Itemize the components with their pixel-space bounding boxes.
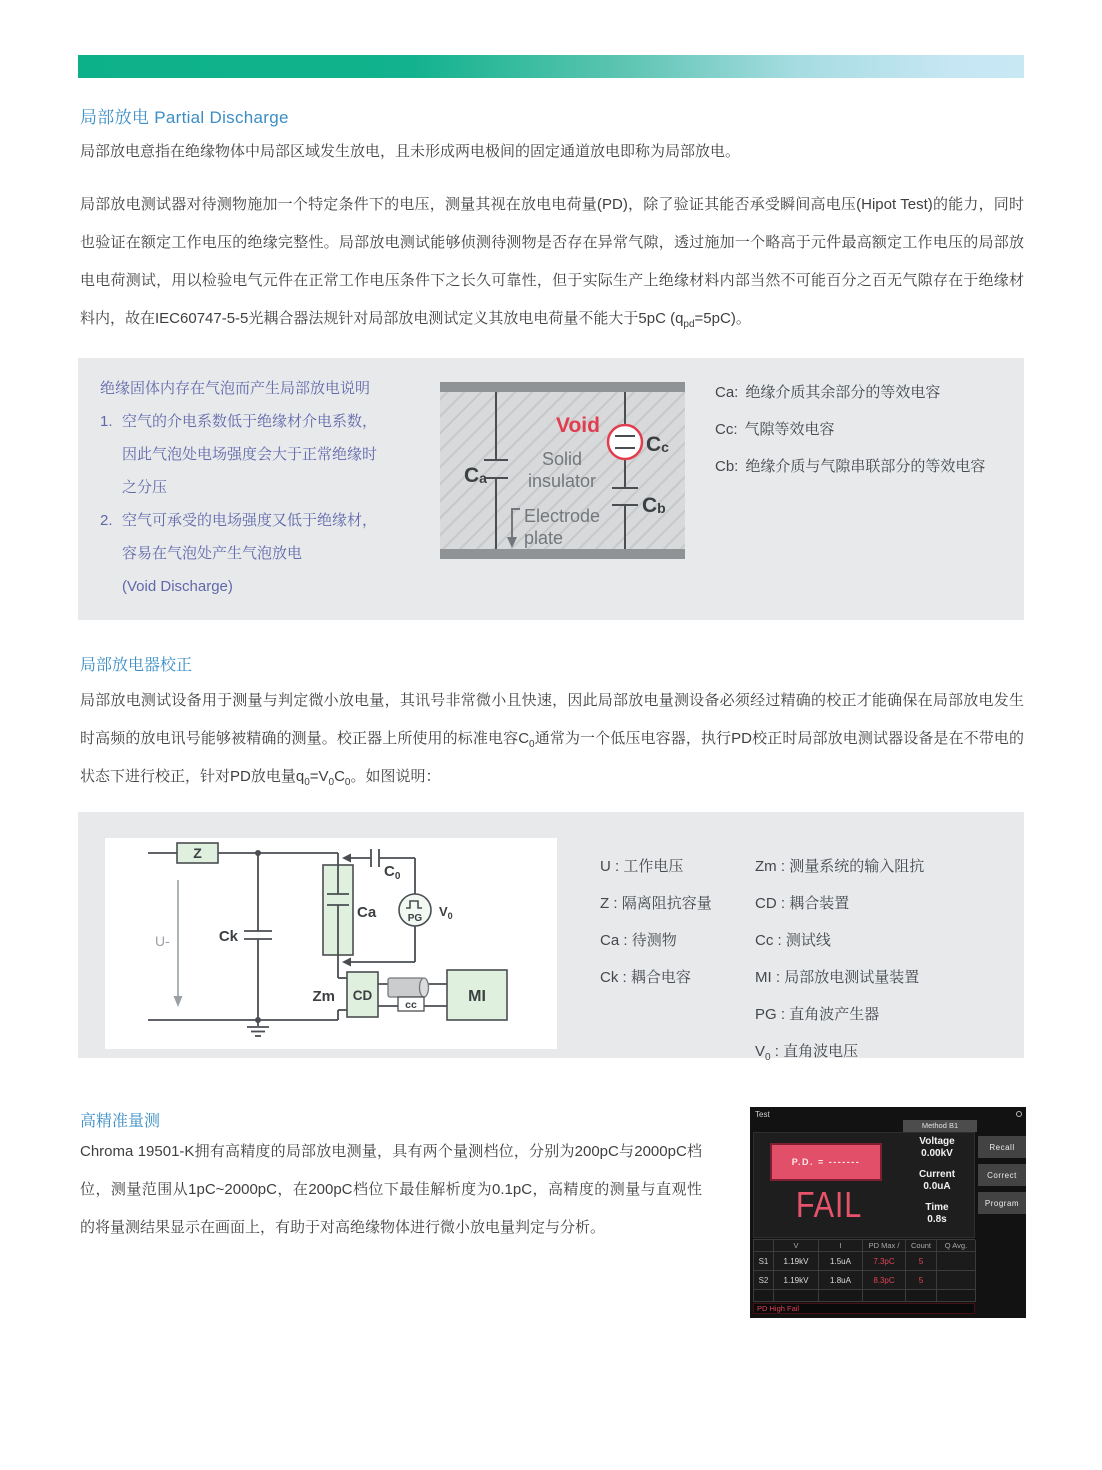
pg-label: PG	[407, 913, 423, 924]
legend-row: Z : 隔离阻抗容量	[600, 895, 712, 912]
table-header: PD Max /	[863, 1240, 906, 1252]
metric-time	[899, 1202, 975, 1226]
void-legend	[715, 374, 985, 485]
page-title: 局部放电 Partial Discharge	[80, 108, 289, 127]
table-cell: 1.19kV	[774, 1252, 819, 1271]
table-cell: 5	[906, 1252, 937, 1271]
table-cell	[774, 1290, 819, 1302]
pd-readout: P.D. = -------	[770, 1143, 882, 1181]
results-table	[753, 1239, 975, 1302]
void-diagram	[440, 381, 685, 563]
mi-label: MI	[468, 988, 486, 1005]
coax-cable-icon	[388, 978, 424, 997]
subscript-pd: pd	[683, 319, 695, 330]
circuit-legend-column-2	[755, 848, 924, 1070]
ground-icon	[247, 1020, 269, 1036]
list-number: 1.	[100, 413, 113, 430]
ck-label: Ck	[218, 928, 238, 945]
section-title-calibration: 局部放电器校正	[80, 657, 193, 674]
table-cell	[863, 1290, 906, 1302]
table-cell: 1.5uA	[819, 1252, 863, 1271]
legend-row: Cc : 测试线	[755, 932, 831, 949]
correct-button[interactable]: Correct	[978, 1164, 1026, 1186]
legend-row	[715, 448, 985, 485]
void-label: Void	[556, 414, 600, 437]
u-label: U-	[155, 933, 170, 949]
legend-key: Cc:	[715, 421, 738, 438]
table-header: V	[774, 1240, 819, 1252]
legend-key: Cb:	[715, 458, 739, 475]
cd-label: CD	[352, 988, 373, 1003]
metric-label: Current	[918, 1169, 956, 1180]
legend-row	[715, 411, 985, 448]
list-item-text: 空气的介电系数低于绝缘材介电系数，因此气泡处电场强度会大于正常绝缘时之分压	[122, 413, 378, 496]
section-title-measurement: 高精准量测	[80, 1113, 161, 1130]
list-number: 2.	[100, 512, 113, 529]
measurement-paragraph: Chroma 19501-K拥有高精度的局部放电测量，具有两个量测档位，分别为200pC与2000pC档位，测量范围从1pC~2000pC，在200pC档位下最佳解析度为0.1pC，高精度的测量与直观性的将量测结果显示在画面上，有助于对高绝缘物体进行微小放电量判定与分析。	[80, 1143, 702, 1236]
legend-row: MI : 局部放电测试量装置	[755, 969, 920, 986]
method-tab[interactable]: Method B1	[903, 1120, 977, 1132]
circuit-card	[105, 838, 557, 1049]
cb-label: Cb	[642, 494, 666, 517]
paragraph-segment: 通常为一个低压电容器，执行PD校正时局部放电测试器设备是在不带电的状态下进行校正，针对PD放电量q	[80, 730, 1024, 785]
solid-insulator-label: insulator	[527, 471, 597, 491]
program-button[interactable]: Program	[978, 1192, 1026, 1214]
metrics-column	[899, 1136, 975, 1235]
table-cell	[754, 1290, 774, 1302]
table-header	[754, 1240, 774, 1252]
electrode-plate-top	[440, 382, 685, 392]
list-item-text	[122, 504, 384, 603]
legend-row: Zm : 测量系统的输入阻抗	[755, 858, 925, 875]
legend-row: PG : 直角波产生器	[755, 1006, 880, 1023]
coax-cable-end	[420, 978, 429, 997]
ca-label: Ca	[357, 904, 377, 921]
calibration-circuit-diagram	[105, 838, 557, 1049]
arrow-left-icon	[342, 854, 351, 863]
screen-title: Test	[755, 1110, 770, 1119]
electrode-plate-label: Electrode	[524, 506, 601, 526]
paragraph-segment: =5pC)。	[694, 310, 751, 327]
device-screenshot	[750, 1107, 1026, 1318]
electrode-plate-label: plate	[524, 528, 564, 548]
c0-label: $C_0$	[384, 863, 401, 882]
table-header: I	[819, 1240, 863, 1252]
calibration-circuit-panel	[78, 812, 1024, 1063]
paragraph-segment: C	[334, 768, 345, 785]
cc-label: Cc	[646, 433, 669, 456]
metric-label: Time	[925, 1202, 949, 1213]
table-cell	[937, 1290, 976, 1302]
status-dot-icon	[1016, 1111, 1022, 1117]
ca-label: Ca	[464, 464, 487, 487]
z-label: Z	[193, 845, 202, 861]
v0-label: $V_0$	[439, 904, 453, 921]
calibration-paragraph	[80, 682, 1024, 796]
legend-key: Ca:	[715, 384, 739, 401]
table-cell	[937, 1252, 976, 1271]
paragraph-segment: =V	[309, 768, 329, 785]
table-cell: 5	[906, 1271, 937, 1290]
metric-voltage	[899, 1136, 975, 1160]
legend-text: 绝缘介质其余部分的等效电容	[745, 384, 941, 401]
electrode-plate-bottom	[440, 549, 685, 559]
cc-label: cc	[405, 999, 417, 1011]
list-item-segment: (Void Discharge)	[122, 578, 233, 595]
recall-button[interactable]: Recall	[978, 1136, 1026, 1158]
solid-insulator-label: Solid	[541, 449, 583, 469]
list-item-segment: 空气可承受的电场强度又低于绝缘材，容易在气泡处产生气泡放电	[122, 512, 378, 562]
paragraph-segment: 局部放电测试器对待测物施加一个特定条件下的电压，测量其视在放电电荷量(PD)，除了验证其能否承受瞬间高电压(Hipot Test)的能力，同时也验证在额定工作电压的绝缘完整性。局部放电测试能够侦测待测物是否存在异常气隙，透过施加一个略高于元件最高额定工作电压的局部放电电荷测试，用以检验电气元件在正常工作电压条件下之长久可靠性，但于实际生产上绝缘材料内部当然不可能百分之百无气隙存在于绝缘材料内，故在IEC60747-5-5光耦合器法规针对局部放电测试定义其放电电荷量不能大于5pC (q	[80, 196, 1024, 327]
junction-dot	[255, 850, 261, 856]
void-panel-text	[100, 372, 444, 603]
table-cell: S2	[754, 1271, 774, 1290]
table-header: Q Avg.	[937, 1240, 976, 1252]
status-message: PD High Fail	[753, 1303, 975, 1314]
void-panel-heading: 绝缘固体内存在气泡而产生局部放电说明	[100, 380, 371, 397]
void-bubble-icon	[608, 425, 642, 459]
paragraph-segment: 局部放电测试设备用于测量与判定微小放电量，其讯号非常微小且快速，因此局部放电量测设备必须经过精确的校正才能确保在局部放电发生时高频的放电讯号能够被精确的测量。校正器上所使用的标准电容C	[80, 692, 1024, 747]
legend-row: Ck : 耦合电容	[600, 969, 691, 986]
metric-value: 0.0uA	[923, 1181, 951, 1192]
subscript-0: 0	[529, 739, 535, 750]
header-gradient-bar	[78, 55, 1024, 78]
body-paragraph	[80, 186, 1024, 338]
subscript-0: 0	[344, 777, 351, 788]
subscript-0: 0	[304, 777, 310, 788]
intro-paragraph: 局部放电意指在绝缘物体中局部区域发生放电，且未形成两电极间的固定通道放电即称为局部放电。	[80, 143, 741, 160]
table-cell: 8.3pC	[863, 1271, 906, 1290]
legend-text: 气隙等效电容	[744, 421, 835, 438]
legend-text: 绝缘介质与气隙串联部分的等效电容	[745, 458, 986, 475]
legend-row: $V_0$ : 直角波电压	[755, 1043, 859, 1063]
list-item	[100, 405, 444, 504]
table-cell: 1.19kV	[774, 1271, 819, 1290]
table-cell	[819, 1290, 863, 1302]
legend-row: U : 工作电压	[600, 858, 684, 875]
table-cell: 1.8uA	[819, 1271, 863, 1290]
legend-row: CD : 耦合装置	[755, 895, 850, 912]
table-cell	[906, 1290, 937, 1302]
subscript-0: 0	[328, 777, 335, 788]
table-cell: 7.3pC	[863, 1252, 906, 1271]
arrow-left-icon	[342, 958, 351, 967]
result-badge: FAIL	[795, 1184, 863, 1225]
list-item	[100, 504, 444, 603]
legend-row: Ca : 待测物	[600, 932, 677, 949]
circuit-legend-column-1	[600, 848, 712, 996]
table-header: Count	[906, 1240, 937, 1252]
metric-value: 0.00kV	[921, 1148, 953, 1159]
measurement-panel	[753, 1132, 975, 1238]
metric-value: 0.8s	[927, 1214, 947, 1225]
legend-row	[715, 374, 985, 411]
zm-label: Zm	[312, 988, 335, 1005]
metric-label: Voltage	[919, 1136, 955, 1147]
void-discharge-panel	[78, 358, 1024, 620]
paragraph-segment: 。如图说明：	[350, 768, 441, 785]
table-cell: S1	[754, 1252, 774, 1271]
u-arrow	[174, 880, 183, 1007]
metric-current	[899, 1169, 975, 1193]
table-cell	[937, 1271, 976, 1290]
